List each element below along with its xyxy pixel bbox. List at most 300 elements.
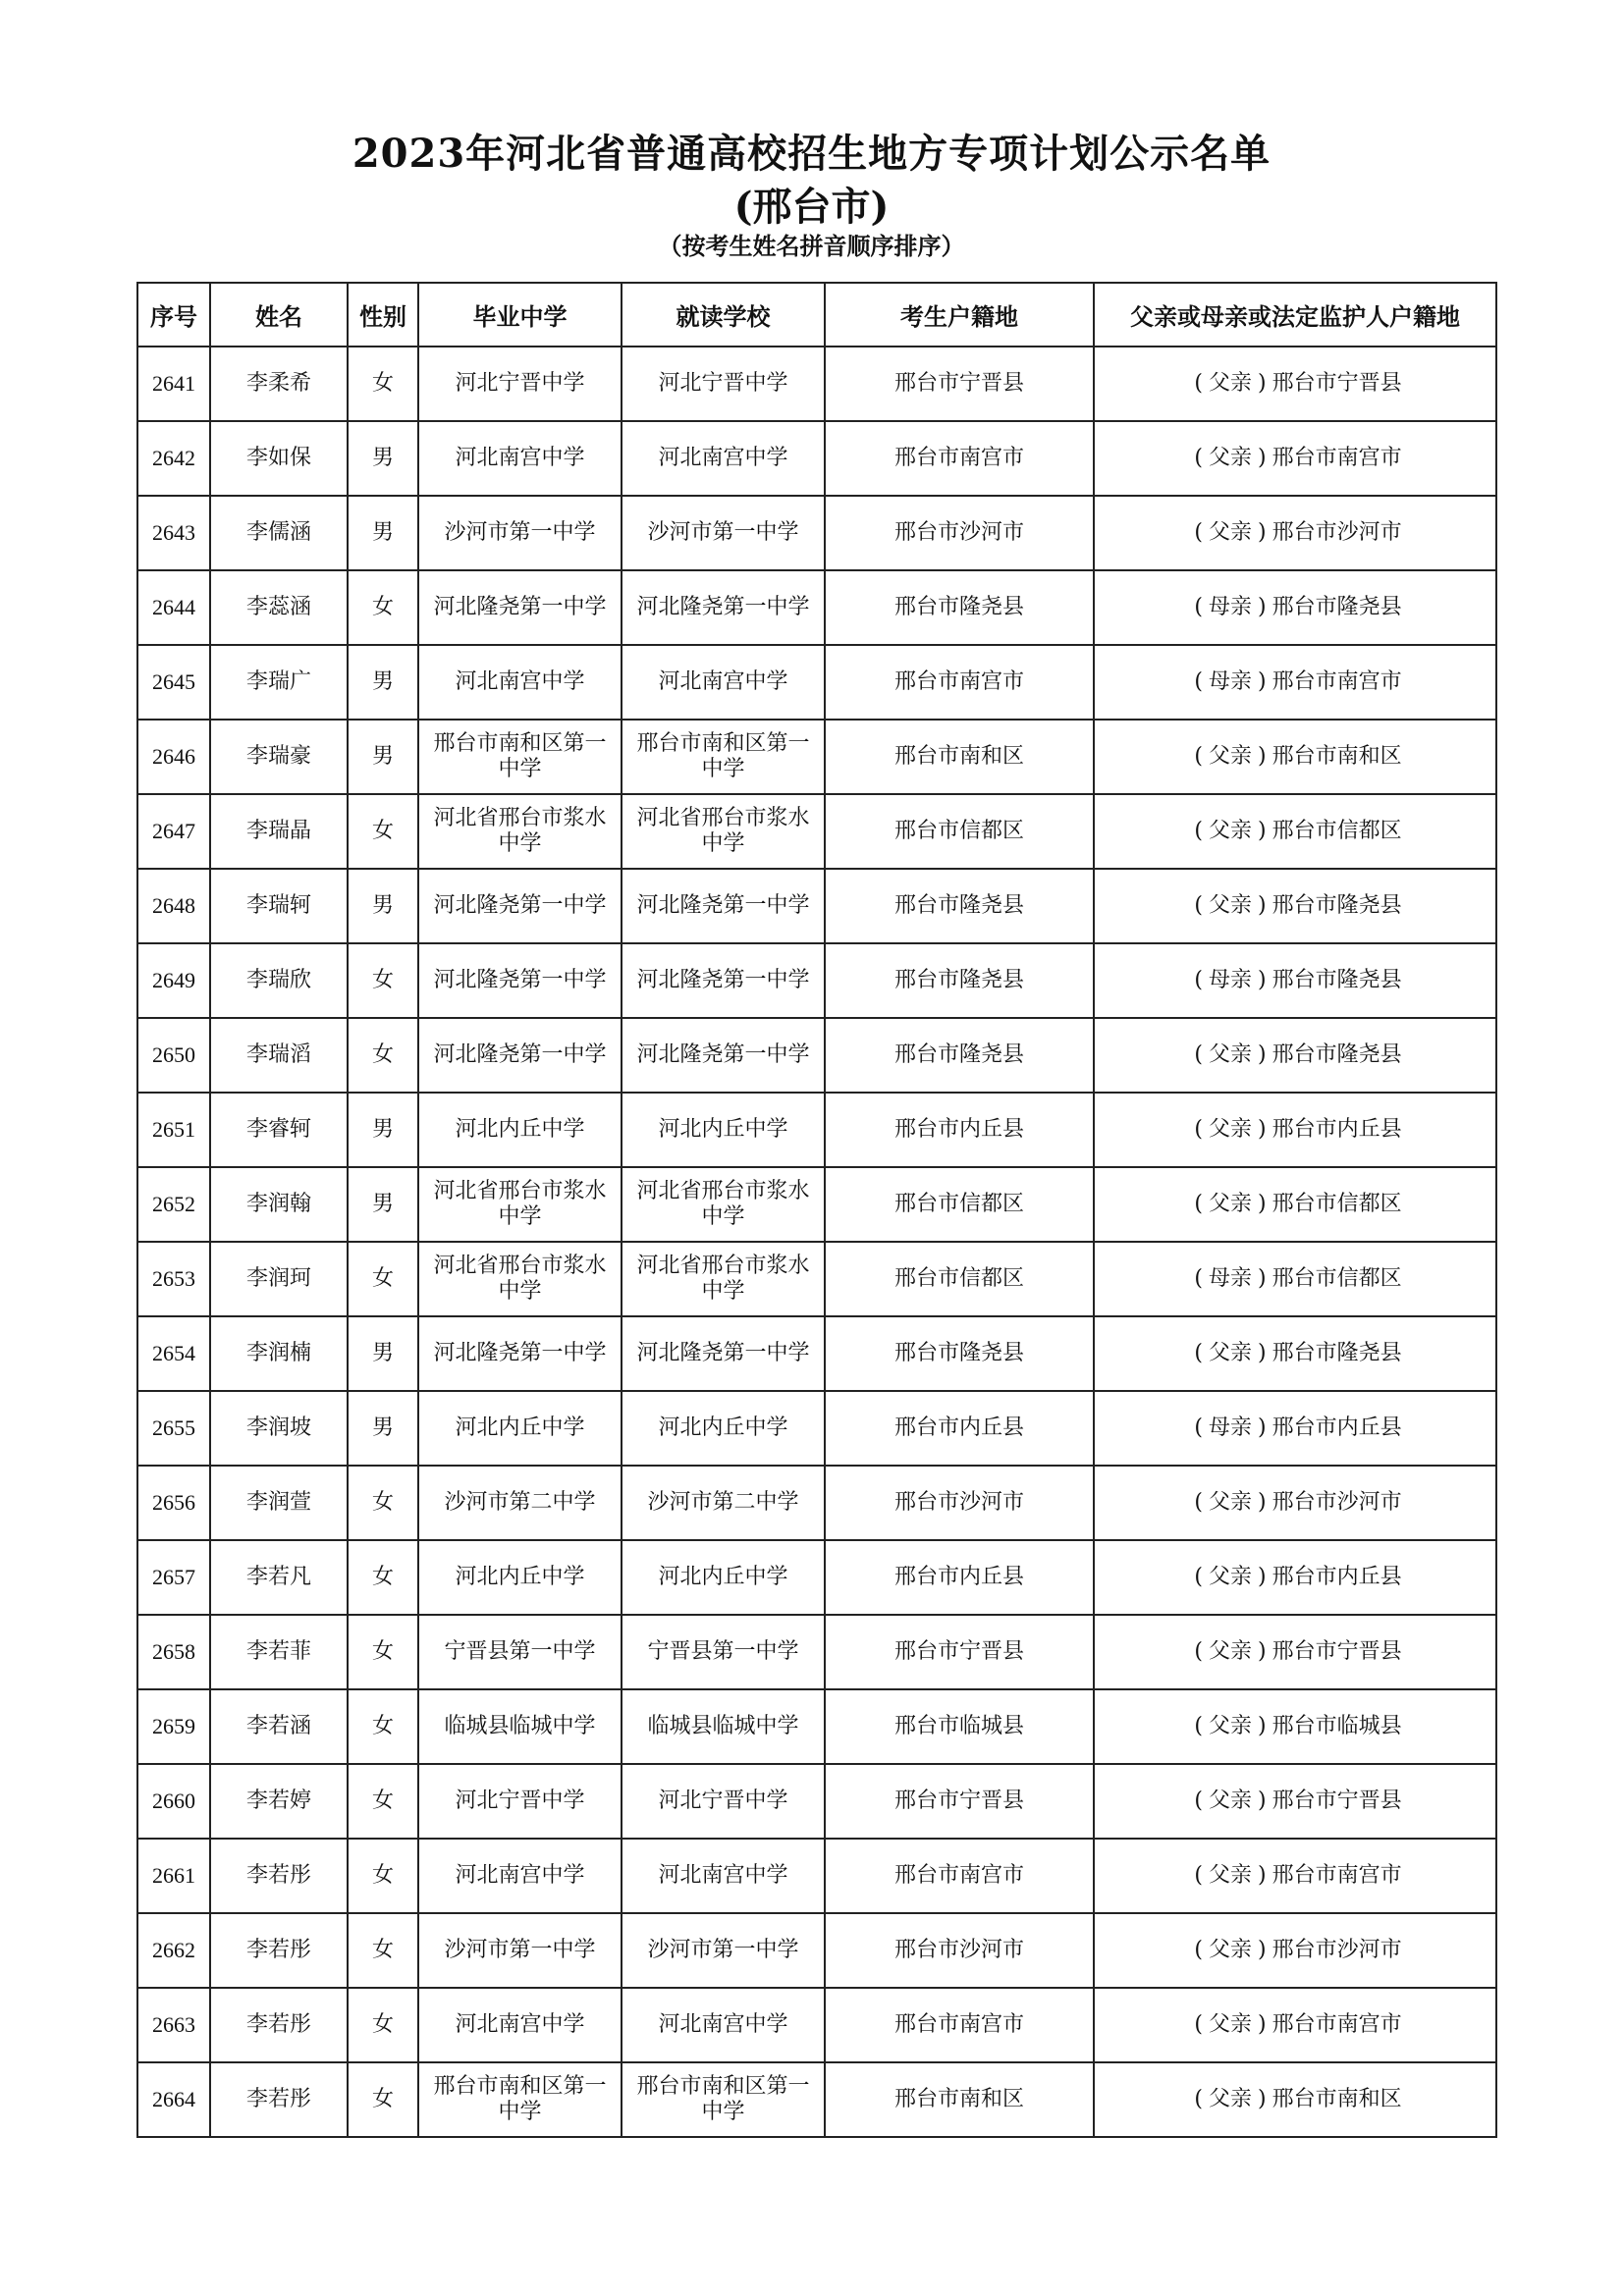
cell-seq: 2649 bbox=[137, 943, 210, 1018]
cell-grad-school: 河北南宫中学 bbox=[418, 421, 622, 496]
cell-gender: 女 bbox=[348, 1018, 418, 1093]
cell-grad-school: 河北隆尧第一中学 bbox=[418, 1316, 622, 1391]
table-row bbox=[137, 570, 1496, 645]
cell-current-school: 邢台市南和区第一中学 bbox=[622, 2062, 825, 2137]
table-row bbox=[137, 347, 1496, 421]
cell-seq: 2642 bbox=[137, 421, 210, 496]
guardian-location: 邢台市南宫市 bbox=[1271, 669, 1402, 694]
table-row bbox=[137, 1615, 1496, 1689]
cell-gender: 女 bbox=[348, 570, 418, 645]
cell-gender: 男 bbox=[348, 645, 418, 720]
cell-guardian-hukou bbox=[1094, 720, 1496, 794]
cell-seq: 2643 bbox=[137, 496, 210, 570]
close-paren: ) bbox=[1258, 1266, 1267, 1291]
cell-hukou: 邢台市内丘县 bbox=[825, 1093, 1094, 1167]
cell-hukou: 邢台市南宫市 bbox=[825, 421, 1094, 496]
open-paren: ( bbox=[1194, 893, 1203, 918]
cell-current-school: 邢台市南和区第一中学 bbox=[622, 720, 825, 794]
table-row bbox=[137, 869, 1496, 943]
cell-hukou: 邢台市南和区 bbox=[825, 720, 1094, 794]
guardian-location: 邢台市信都区 bbox=[1271, 1192, 1402, 1216]
cell-gender: 女 bbox=[348, 347, 418, 421]
relation-label: 父亲 bbox=[1208, 446, 1252, 470]
cell-seq: 2659 bbox=[137, 1689, 210, 1764]
close-paren: ) bbox=[1258, 968, 1267, 992]
cell-current-school: 河北南宫中学 bbox=[622, 645, 825, 720]
relation-label: 母亲 bbox=[1208, 968, 1252, 992]
cell-current-school: 河北宁晋中学 bbox=[622, 347, 825, 421]
cell-gender: 女 bbox=[348, 1988, 418, 2062]
cell-gender: 男 bbox=[348, 421, 418, 496]
cell-guardian-hukou bbox=[1094, 1242, 1496, 1316]
guardian-location: 邢台市信都区 bbox=[1271, 819, 1402, 843]
cell-seq: 2646 bbox=[137, 720, 210, 794]
cell-guardian-hukou bbox=[1094, 2062, 1496, 2137]
cell-name: 李润坡 bbox=[210, 1391, 348, 1466]
cell-current-school: 河北隆尧第一中学 bbox=[622, 570, 825, 645]
relation-label: 父亲 bbox=[1208, 520, 1252, 545]
guardian-location: 邢台市临城县 bbox=[1271, 1714, 1402, 1738]
cell-hukou: 邢台市沙河市 bbox=[825, 496, 1094, 570]
table-row bbox=[137, 943, 1496, 1018]
cell-current-school: 沙河市第二中学 bbox=[622, 1466, 825, 1540]
column-header-hukou: 考生户籍地 bbox=[825, 283, 1094, 347]
cell-current-school: 河北内丘中学 bbox=[622, 1093, 825, 1167]
relation-label: 父亲 bbox=[1208, 1565, 1252, 1589]
column-header-seq: 序号 bbox=[137, 283, 210, 347]
guardian-location: 邢台市隆尧县 bbox=[1271, 1042, 1402, 1067]
open-paren: ( bbox=[1194, 371, 1203, 396]
cell-seq: 2653 bbox=[137, 1242, 210, 1316]
cell-hukou: 邢台市宁晋县 bbox=[825, 1615, 1094, 1689]
open-paren: ( bbox=[1194, 1863, 1203, 1888]
table-row bbox=[137, 1167, 1496, 1242]
guardian-location: 邢台市南和区 bbox=[1271, 744, 1402, 769]
cell-seq: 2660 bbox=[137, 1764, 210, 1839]
column-header-grad-school: 毕业中学 bbox=[418, 283, 622, 347]
cell-hukou: 邢台市信都区 bbox=[825, 794, 1094, 869]
cell-grad-school: 河北内丘中学 bbox=[418, 1540, 622, 1615]
cell-guardian-hukou bbox=[1094, 1839, 1496, 1913]
close-paren: ) bbox=[1258, 1938, 1267, 1962]
open-paren: ( bbox=[1194, 1042, 1203, 1067]
table-row bbox=[137, 1764, 1496, 1839]
open-paren: ( bbox=[1194, 1938, 1203, 1962]
cell-guardian-hukou bbox=[1094, 1093, 1496, 1167]
cell-guardian-hukou bbox=[1094, 1316, 1496, 1391]
sort-note: （按考生姓名拼音顺序排序） bbox=[658, 232, 965, 260]
cell-seq: 2644 bbox=[137, 570, 210, 645]
cell-gender: 女 bbox=[348, 1540, 418, 1615]
cell-grad-school: 邢台市南和区第一中学 bbox=[418, 2062, 622, 2137]
table-row bbox=[137, 1018, 1496, 1093]
relation-label: 父亲 bbox=[1208, 1341, 1252, 1365]
close-paren: ) bbox=[1258, 595, 1267, 619]
table-row bbox=[137, 1242, 1496, 1316]
close-paren: ) bbox=[1258, 2012, 1267, 2037]
relation-label: 父亲 bbox=[1208, 371, 1252, 396]
cell-name: 李润楠 bbox=[210, 1316, 348, 1391]
cell-seq: 2661 bbox=[137, 1839, 210, 1913]
cell-name: 李润珂 bbox=[210, 1242, 348, 1316]
table-row bbox=[137, 1093, 1496, 1167]
relation-label: 父亲 bbox=[1208, 1789, 1252, 1813]
cell-guardian-hukou bbox=[1094, 794, 1496, 869]
guardian-location: 邢台市南宫市 bbox=[1271, 2012, 1402, 2037]
cell-hukou: 邢台市隆尧县 bbox=[825, 570, 1094, 645]
cell-current-school: 河北内丘中学 bbox=[622, 1391, 825, 1466]
close-paren: ) bbox=[1258, 1639, 1267, 1664]
column-header-name: 姓名 bbox=[210, 283, 348, 347]
cell-gender: 女 bbox=[348, 1913, 418, 1988]
cell-grad-school: 河北隆尧第一中学 bbox=[418, 943, 622, 1018]
cell-gender: 女 bbox=[348, 1689, 418, 1764]
cell-grad-school: 河北隆尧第一中学 bbox=[418, 570, 622, 645]
open-paren: ( bbox=[1194, 744, 1203, 769]
cell-name: 李润翰 bbox=[210, 1167, 348, 1242]
cell-name: 李睿轲 bbox=[210, 1093, 348, 1167]
cell-gender: 男 bbox=[348, 1093, 418, 1167]
cell-name: 李蕊涵 bbox=[210, 570, 348, 645]
cell-name: 李若彤 bbox=[210, 1839, 348, 1913]
cell-current-school: 沙河市第一中学 bbox=[622, 1913, 825, 1988]
open-paren: ( bbox=[1194, 1565, 1203, 1589]
guardian-location: 邢台市沙河市 bbox=[1271, 1938, 1402, 1962]
open-paren: ( bbox=[1194, 1714, 1203, 1738]
cell-name: 李瑞轲 bbox=[210, 869, 348, 943]
guardian-location: 邢台市内丘县 bbox=[1271, 1565, 1402, 1589]
cell-current-school: 河北南宫中学 bbox=[622, 421, 825, 496]
cell-grad-school: 河北南宫中学 bbox=[418, 1988, 622, 2062]
cell-guardian-hukou bbox=[1094, 943, 1496, 1018]
cell-grad-school: 邢台市南和区第一中学 bbox=[418, 720, 622, 794]
relation-label: 父亲 bbox=[1208, 2087, 1252, 2111]
cell-name: 李若婷 bbox=[210, 1764, 348, 1839]
page-title: 2023年河北省普通高校招生地方专项计划公示名单 bbox=[352, 131, 1271, 177]
cell-guardian-hukou bbox=[1094, 1615, 1496, 1689]
guardian-location: 邢台市南宫市 bbox=[1271, 1863, 1402, 1888]
cell-gender: 女 bbox=[348, 943, 418, 1018]
guardian-location: 邢台市沙河市 bbox=[1271, 1490, 1402, 1515]
table-row bbox=[137, 1988, 1496, 2062]
cell-current-school: 临城县临城中学 bbox=[622, 1689, 825, 1764]
cell-hukou: 邢台市南和区 bbox=[825, 2062, 1094, 2137]
guardian-location: 邢台市宁晋县 bbox=[1271, 1639, 1402, 1664]
close-paren: ) bbox=[1258, 669, 1267, 694]
cell-seq: 2645 bbox=[137, 645, 210, 720]
close-paren: ) bbox=[1258, 1341, 1267, 1365]
relation-label: 父亲 bbox=[1208, 1714, 1252, 1738]
close-paren: ) bbox=[1258, 893, 1267, 918]
cell-hukou: 邢台市隆尧县 bbox=[825, 943, 1094, 1018]
cell-seq: 2648 bbox=[137, 869, 210, 943]
cell-gender: 男 bbox=[348, 496, 418, 570]
table-row bbox=[137, 720, 1496, 794]
table-row bbox=[137, 1689, 1496, 1764]
cell-current-school: 河北省邢台市浆水中学 bbox=[622, 1242, 825, 1316]
cell-hukou: 邢台市隆尧县 bbox=[825, 1316, 1094, 1391]
cell-guardian-hukou bbox=[1094, 1391, 1496, 1466]
cell-seq: 2658 bbox=[137, 1615, 210, 1689]
relation-label: 父亲 bbox=[1208, 1938, 1252, 1962]
relation-label: 父亲 bbox=[1208, 2012, 1252, 2037]
guardian-location: 邢台市隆尧县 bbox=[1271, 968, 1402, 992]
open-paren: ( bbox=[1194, 2012, 1203, 2037]
close-paren: ) bbox=[1258, 2087, 1267, 2111]
guardian-location: 邢台市隆尧县 bbox=[1271, 893, 1402, 918]
cell-seq: 2664 bbox=[137, 2062, 210, 2137]
table-row bbox=[137, 1540, 1496, 1615]
open-paren: ( bbox=[1194, 1639, 1203, 1664]
cell-current-school: 河北南宫中学 bbox=[622, 1988, 825, 2062]
cell-name: 李润萱 bbox=[210, 1466, 348, 1540]
open-paren: ( bbox=[1194, 1789, 1203, 1813]
table-row bbox=[137, 421, 1496, 496]
table-row bbox=[137, 1839, 1496, 1913]
cell-hukou: 邢台市隆尧县 bbox=[825, 869, 1094, 943]
open-paren: ( bbox=[1194, 1415, 1203, 1440]
cell-current-school: 河北隆尧第一中学 bbox=[622, 1018, 825, 1093]
cell-grad-school: 河北宁晋中学 bbox=[418, 1764, 622, 1839]
cell-guardian-hukou bbox=[1094, 1466, 1496, 1540]
relation-label: 父亲 bbox=[1208, 893, 1252, 918]
cell-guardian-hukou bbox=[1094, 1167, 1496, 1242]
cell-hukou: 邢台市南宫市 bbox=[825, 1988, 1094, 2062]
cell-grad-school: 河北宁晋中学 bbox=[418, 347, 622, 421]
close-paren: ) bbox=[1258, 1042, 1267, 1067]
close-paren: ) bbox=[1258, 1415, 1267, 1440]
open-paren: ( bbox=[1194, 819, 1203, 843]
cell-guardian-hukou bbox=[1094, 1764, 1496, 1839]
relation-label: 父亲 bbox=[1208, 1863, 1252, 1888]
cell-name: 李柔希 bbox=[210, 347, 348, 421]
cell-current-school: 河北隆尧第一中学 bbox=[622, 869, 825, 943]
close-paren: ) bbox=[1258, 1565, 1267, 1589]
cell-grad-school: 沙河市第一中学 bbox=[418, 496, 622, 570]
close-paren: ) bbox=[1258, 1490, 1267, 1515]
cell-hukou: 邢台市宁晋县 bbox=[825, 1764, 1094, 1839]
cell-guardian-hukou bbox=[1094, 421, 1496, 496]
cell-grad-school: 河北省邢台市浆水中学 bbox=[418, 794, 622, 869]
cell-seq: 2663 bbox=[137, 1988, 210, 2062]
open-paren: ( bbox=[1194, 595, 1203, 619]
admission-list-table bbox=[136, 282, 1497, 2138]
cell-seq: 2656 bbox=[137, 1466, 210, 1540]
cell-gender: 女 bbox=[348, 1466, 418, 1540]
cell-name: 李瑞晶 bbox=[210, 794, 348, 869]
cell-grad-school: 河北省邢台市浆水中学 bbox=[418, 1242, 622, 1316]
table-row bbox=[137, 2062, 1496, 2137]
guardian-location: 邢台市内丘县 bbox=[1271, 1117, 1402, 1142]
cell-current-school: 河北宁晋中学 bbox=[622, 1764, 825, 1839]
cell-gender: 女 bbox=[348, 1839, 418, 1913]
cell-name: 李儒涵 bbox=[210, 496, 348, 570]
close-paren: ) bbox=[1258, 371, 1267, 396]
relation-label: 母亲 bbox=[1208, 1266, 1252, 1291]
cell-name: 李若彤 bbox=[210, 1988, 348, 2062]
cell-seq: 2662 bbox=[137, 1913, 210, 1988]
cell-hukou: 邢台市隆尧县 bbox=[825, 1018, 1094, 1093]
cell-name: 李若彤 bbox=[210, 2062, 348, 2137]
cell-current-school: 河北省邢台市浆水中学 bbox=[622, 794, 825, 869]
open-paren: ( bbox=[1194, 2087, 1203, 2111]
relation-label: 父亲 bbox=[1208, 1639, 1252, 1664]
cell-gender: 男 bbox=[348, 1391, 418, 1466]
cell-current-school: 河北省邢台市浆水中学 bbox=[622, 1167, 825, 1242]
close-paren: ) bbox=[1258, 520, 1267, 545]
cell-guardian-hukou bbox=[1094, 1018, 1496, 1093]
cell-name: 李瑞滔 bbox=[210, 1018, 348, 1093]
cell-name: 李若涵 bbox=[210, 1689, 348, 1764]
cell-gender: 男 bbox=[348, 869, 418, 943]
table-header-row bbox=[137, 283, 1496, 347]
cell-grad-school: 河北内丘中学 bbox=[418, 1391, 622, 1466]
cell-current-school: 河北隆尧第一中学 bbox=[622, 943, 825, 1018]
cell-name: 李瑞广 bbox=[210, 645, 348, 720]
cell-grad-school: 临城县临城中学 bbox=[418, 1689, 622, 1764]
close-paren: ) bbox=[1258, 819, 1267, 843]
open-paren: ( bbox=[1194, 1266, 1203, 1291]
cell-current-school: 宁晋县第一中学 bbox=[622, 1615, 825, 1689]
open-paren: ( bbox=[1194, 1490, 1203, 1515]
cell-grad-school: 宁晋县第一中学 bbox=[418, 1615, 622, 1689]
cell-current-school: 河北南宫中学 bbox=[622, 1839, 825, 1913]
cell-guardian-hukou bbox=[1094, 1540, 1496, 1615]
cell-name: 李瑞欣 bbox=[210, 943, 348, 1018]
close-paren: ) bbox=[1258, 1789, 1267, 1813]
cell-name: 李如保 bbox=[210, 421, 348, 496]
cell-gender: 女 bbox=[348, 1764, 418, 1839]
cell-guardian-hukou bbox=[1094, 1689, 1496, 1764]
guardian-location: 邢台市隆尧县 bbox=[1271, 595, 1402, 619]
column-header-gender: 性别 bbox=[348, 283, 418, 347]
table-row bbox=[137, 1913, 1496, 1988]
cell-seq: 2652 bbox=[137, 1167, 210, 1242]
cell-grad-school: 河北省邢台市浆水中学 bbox=[418, 1167, 622, 1242]
cell-gender: 女 bbox=[348, 794, 418, 869]
guardian-location: 邢台市隆尧县 bbox=[1271, 1341, 1402, 1365]
column-header-guardian-hukou: 父亲或母亲或法定监护人户籍地 bbox=[1094, 283, 1496, 347]
cell-gender: 男 bbox=[348, 1316, 418, 1391]
cell-hukou: 邢台市宁晋县 bbox=[825, 347, 1094, 421]
cell-grad-school: 河北南宫中学 bbox=[418, 1839, 622, 1913]
cell-hukou: 邢台市南宫市 bbox=[825, 645, 1094, 720]
cell-hukou: 邢台市南宫市 bbox=[825, 1839, 1094, 1913]
cell-guardian-hukou bbox=[1094, 869, 1496, 943]
cell-current-school: 沙河市第一中学 bbox=[622, 496, 825, 570]
column-header-current-school: 就读学校 bbox=[622, 283, 825, 347]
cell-guardian-hukou bbox=[1094, 645, 1496, 720]
cell-hukou: 邢台市沙河市 bbox=[825, 1466, 1094, 1540]
open-paren: ( bbox=[1194, 1341, 1203, 1365]
guardian-location: 邢台市宁晋县 bbox=[1271, 371, 1402, 396]
cell-name: 李若彤 bbox=[210, 1913, 348, 1988]
relation-label: 父亲 bbox=[1208, 1192, 1252, 1216]
open-paren: ( bbox=[1194, 1192, 1203, 1216]
guardian-location: 邢台市内丘县 bbox=[1271, 1415, 1402, 1440]
guardian-location: 邢台市沙河市 bbox=[1271, 520, 1402, 545]
cell-hukou: 邢台市信都区 bbox=[825, 1242, 1094, 1316]
cell-seq: 2657 bbox=[137, 1540, 210, 1615]
cell-hukou: 邢台市内丘县 bbox=[825, 1391, 1094, 1466]
cell-hukou: 邢台市沙河市 bbox=[825, 1913, 1094, 1988]
close-paren: ) bbox=[1258, 1192, 1267, 1216]
cell-grad-school: 河北隆尧第一中学 bbox=[418, 869, 622, 943]
cell-guardian-hukou bbox=[1094, 496, 1496, 570]
close-paren: ) bbox=[1258, 744, 1267, 769]
cell-current-school: 河北内丘中学 bbox=[622, 1540, 825, 1615]
cell-gender: 男 bbox=[348, 720, 418, 794]
table-row bbox=[137, 794, 1496, 869]
cell-name: 李瑞豪 bbox=[210, 720, 348, 794]
cell-grad-school: 沙河市第一中学 bbox=[418, 1913, 622, 1988]
cell-seq: 2655 bbox=[137, 1391, 210, 1466]
relation-label: 父亲 bbox=[1208, 744, 1252, 769]
table-row bbox=[137, 645, 1496, 720]
cell-hukou: 邢台市内丘县 bbox=[825, 1540, 1094, 1615]
cell-name: 李若菲 bbox=[210, 1615, 348, 1689]
cell-name: 李若凡 bbox=[210, 1540, 348, 1615]
cell-seq: 2641 bbox=[137, 347, 210, 421]
cell-guardian-hukou bbox=[1094, 347, 1496, 421]
cell-gender: 女 bbox=[348, 2062, 418, 2137]
close-paren: ) bbox=[1258, 446, 1267, 470]
cell-grad-school: 沙河市第二中学 bbox=[418, 1466, 622, 1540]
cell-guardian-hukou bbox=[1094, 570, 1496, 645]
cell-grad-school: 河北隆尧第一中学 bbox=[418, 1018, 622, 1093]
open-paren: ( bbox=[1194, 669, 1203, 694]
cell-guardian-hukou bbox=[1094, 1988, 1496, 2062]
relation-label: 父亲 bbox=[1208, 819, 1252, 843]
table-row bbox=[137, 496, 1496, 570]
cell-hukou: 邢台市临城县 bbox=[825, 1689, 1094, 1764]
table-row bbox=[137, 1466, 1496, 1540]
cell-hukou: 邢台市信都区 bbox=[825, 1167, 1094, 1242]
cell-gender: 男 bbox=[348, 1167, 418, 1242]
guardian-location: 邢台市南和区 bbox=[1271, 2087, 1402, 2111]
cell-current-school: 河北隆尧第一中学 bbox=[622, 1316, 825, 1391]
guardian-location: 邢台市宁晋县 bbox=[1271, 1789, 1402, 1813]
open-paren: ( bbox=[1194, 1117, 1203, 1142]
cell-grad-school: 河北内丘中学 bbox=[418, 1093, 622, 1167]
relation-label: 父亲 bbox=[1208, 1117, 1252, 1142]
table-row bbox=[137, 1316, 1496, 1391]
relation-label: 父亲 bbox=[1208, 1490, 1252, 1515]
close-paren: ) bbox=[1258, 1714, 1267, 1738]
open-paren: ( bbox=[1194, 968, 1203, 992]
cell-gender: 女 bbox=[348, 1615, 418, 1689]
cell-grad-school: 河北南宫中学 bbox=[418, 645, 622, 720]
open-paren: ( bbox=[1194, 446, 1203, 470]
cell-guardian-hukou bbox=[1094, 1913, 1496, 1988]
cell-seq: 2647 bbox=[137, 794, 210, 869]
page-subtitle: (邢台市) bbox=[733, 184, 890, 230]
guardian-location: 邢台市南宫市 bbox=[1271, 446, 1402, 470]
cell-seq: 2651 bbox=[137, 1093, 210, 1167]
table-row bbox=[137, 1391, 1496, 1466]
relation-label: 母亲 bbox=[1208, 1415, 1252, 1440]
close-paren: ) bbox=[1258, 1117, 1267, 1142]
relation-label: 母亲 bbox=[1208, 595, 1252, 619]
close-paren: ) bbox=[1258, 1863, 1267, 1888]
guardian-location: 邢台市信都区 bbox=[1271, 1266, 1402, 1291]
relation-label: 父亲 bbox=[1208, 1042, 1252, 1067]
relation-label: 母亲 bbox=[1208, 669, 1252, 694]
cell-gender: 女 bbox=[348, 1242, 418, 1316]
cell-seq: 2650 bbox=[137, 1018, 210, 1093]
cell-seq: 2654 bbox=[137, 1316, 210, 1391]
open-paren: ( bbox=[1194, 520, 1203, 545]
